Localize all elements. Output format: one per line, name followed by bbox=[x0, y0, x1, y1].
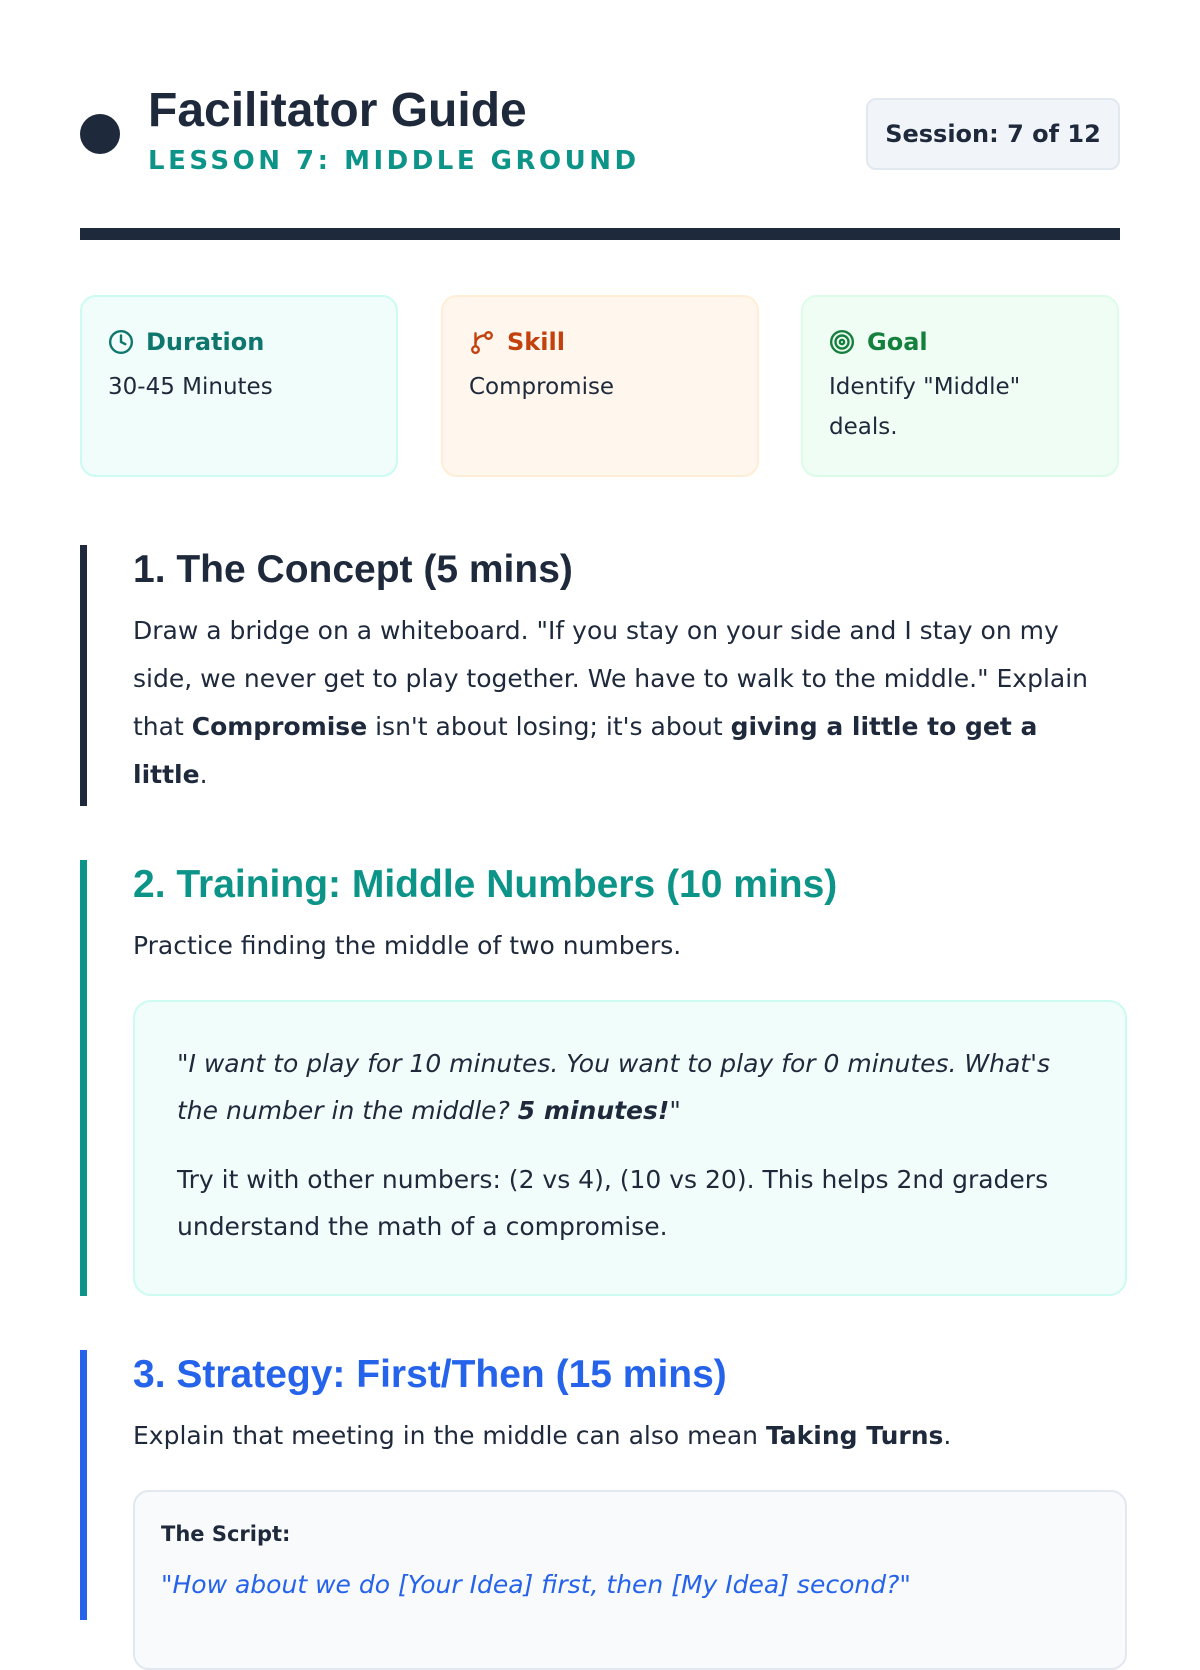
text-part: Draw a bridge on a whiteboard. "If you stay on your side and I stay on my side, we never get to play together. We have to walk to the middle." Explain that bbox=[133, 616, 1089, 741]
text-part: . bbox=[943, 1421, 952, 1450]
goal-card bbox=[801, 295, 1119, 477]
git-merge-icon bbox=[469, 329, 495, 355]
header bbox=[80, 82, 1120, 192]
text-part: . bbox=[199, 760, 208, 789]
emphasis-giving: giving a little to get a little bbox=[133, 712, 1038, 789]
header-divider bbox=[80, 228, 1120, 240]
section-title: 1. The Concept (5 mins) bbox=[133, 548, 573, 591]
text-part: isn't about losing; it's about bbox=[367, 712, 731, 741]
section-text bbox=[133, 1412, 1120, 1460]
section-concept bbox=[80, 545, 1120, 806]
emphasis-compromise: Compromise bbox=[191, 712, 368, 741]
section-strategy bbox=[80, 1350, 1120, 1620]
section-title: 2. Training: Middle Numbers (10 mins) bbox=[133, 863, 838, 906]
duration-label: Duration bbox=[146, 328, 265, 356]
section-text bbox=[133, 607, 1120, 799]
section-training bbox=[80, 860, 1120, 1296]
quote-part: " bbox=[669, 1096, 681, 1125]
skill-label: Skill bbox=[507, 328, 565, 356]
quote-part: "I want to play for 10 minutes. You want to play for 0 minutes. What's the number in the middle? bbox=[177, 1049, 1051, 1125]
text-part: Explain that meeting in the middle can also mean bbox=[133, 1421, 766, 1450]
script-line: "How about we do [Your Idea] first, then [My Idea] second?" bbox=[161, 1570, 911, 1599]
clock-icon bbox=[108, 329, 134, 355]
duration-value: 30-45 Minutes bbox=[108, 374, 273, 400]
example-box bbox=[133, 1000, 1127, 1296]
section-title: 3. Strategy: First/Then (15 mins) bbox=[133, 1353, 727, 1396]
example-quote bbox=[177, 1040, 1085, 1134]
example-note: Try it with other numbers: (2 vs 4), (10 vs 20). This helps 2nd graders understand the math of a compromise. bbox=[177, 1165, 1049, 1241]
target-icon bbox=[829, 329, 855, 355]
quote-answer: 5 minutes! bbox=[517, 1096, 670, 1125]
script-box bbox=[133, 1490, 1127, 1670]
session-badge: Session: 7 of 12 bbox=[866, 98, 1120, 170]
skill-card bbox=[441, 295, 759, 477]
script-label: The Script: bbox=[161, 1522, 291, 1546]
goal-label: Goal bbox=[867, 328, 928, 356]
emphasis-taking-turns: Taking Turns bbox=[765, 1421, 944, 1450]
lesson-subtitle: LESSON 7: MIDDLE GROUND bbox=[148, 146, 640, 176]
page-title: Facilitator Guide bbox=[148, 84, 527, 137]
duration-card bbox=[80, 295, 398, 477]
skill-value: Compromise bbox=[469, 374, 615, 400]
header-bullet-icon bbox=[80, 114, 120, 154]
goal-value: Identify "Middle" deals. bbox=[829, 374, 1021, 440]
section-text: Practice finding the middle of two numbers. bbox=[133, 931, 682, 960]
